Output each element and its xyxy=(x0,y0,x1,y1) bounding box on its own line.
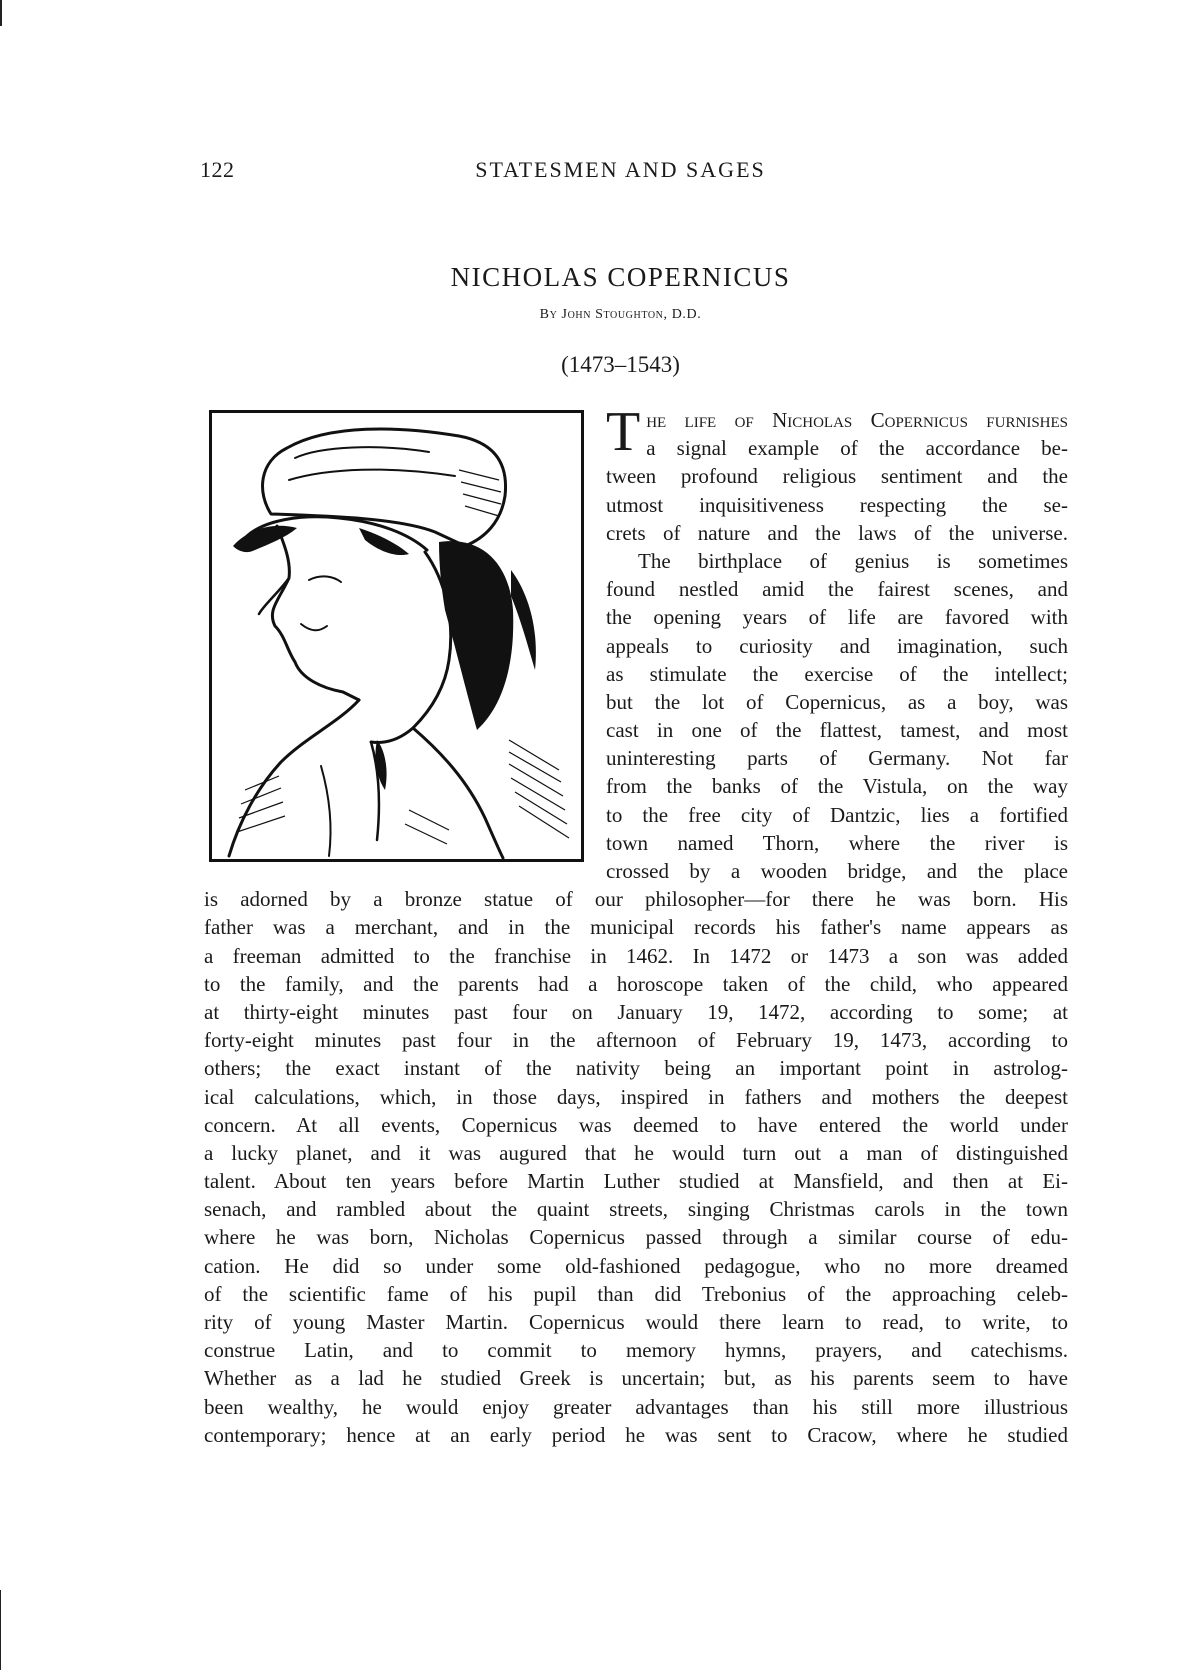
text-line: town named Thorn, where the river is xyxy=(606,830,1068,855)
article-byline: By John Stoughton, D.D. xyxy=(539,307,702,322)
text-line: to the family, and the parents had a horoscope taken of the child, who appeared xyxy=(204,971,1068,996)
text-line: a signal example of the accordance be- xyxy=(646,436,1068,461)
opening-lines xyxy=(606,401,1068,885)
text-line: cation. He did so under some old-fashioned pedagogue, who no more dreamed xyxy=(204,1253,1068,1278)
text-line: The birthplace of genius is sometimes xyxy=(638,548,1068,573)
text-line: Whether as a lad he studied Greek is uncertain; but, as his parents seem to have xyxy=(204,1366,1068,1391)
text-line: crossed by a wooden bridge, and the place xyxy=(606,859,1068,883)
text-line: cast in one of the flattest, tamest, and most xyxy=(606,718,1068,743)
text-line: father was a merchant, and in the municipal records his father's name appears as xyxy=(204,915,1068,940)
text-line: forty-eight minutes past four in the afternoon of February 19, 1473, according to xyxy=(204,1028,1068,1053)
text-line: a lucky planet, and it was augured that he would turn out a man of distinguished xyxy=(204,1140,1068,1165)
text-line: from the banks of the Vistula, on the way xyxy=(606,774,1068,799)
text-line: utmost inquisitiveness respecting the se- xyxy=(606,492,1068,517)
text-line: construe Latin, and to commit to memory hymns, prayers, and catechisms. xyxy=(204,1338,1068,1363)
text-line: is adorned by a bronze statue of our philosopher—for there he was born. His xyxy=(204,887,1068,912)
text-line: been wealthy, he would enjoy greater advantages than his still more illustrious xyxy=(204,1394,1068,1419)
text-line: crets of nature and the laws of the universe. xyxy=(606,520,1068,545)
text-line: but the lot of Copernicus, as a boy, was xyxy=(606,689,1068,714)
text-line: contemporary; hence at an early period he was sent to Cracow, where he studied xyxy=(204,1422,1068,1447)
text-line: rity of young Master Martin. Copernicus would there learn to read, to write, to xyxy=(204,1310,1068,1334)
text-line: ical calculations, which, in those days, inspired in fathers and mothers the deepest xyxy=(204,1084,1068,1109)
text-line: others; the exact instant of the nativity being an important point in astrolog- xyxy=(204,1056,1068,1081)
article-title: NICHOLAS COPERNICUS xyxy=(450,262,791,292)
text-line: tween profound religious sentiment and the xyxy=(606,464,1068,489)
text-line: talent. About ten years before Martin Luther studied at Mansfield, and then at Ei- xyxy=(204,1169,1068,1194)
page-edge-mark-bottom xyxy=(0,1590,1,1670)
text-line: concern. At all events, Copernicus was deemed to have entered the world under xyxy=(204,1112,1068,1137)
page-edge-mark-top xyxy=(0,0,2,26)
text-line: found nestled amid the fairest scenes, and xyxy=(606,577,1068,602)
text-line: at thirty-eight minutes past four on January 19, 1472, according to some; at xyxy=(204,999,1068,1024)
text-line: appeals to curiosity and imagination, such xyxy=(606,633,1068,658)
running-head: STATESMEN AND SAGES xyxy=(475,157,766,182)
text-line: where he was born, Nicholas Copernicus passed through a similar course of edu- xyxy=(204,1225,1068,1250)
text-line: a freeman admitted to the franchise in 1462. In 1472 or 1473 a son was added xyxy=(204,943,1068,968)
text-line: the opening years of life are favored with xyxy=(606,605,1068,630)
text-line: uninteresting parts of Germany. Not far xyxy=(606,746,1068,771)
drop-cap: T xyxy=(606,401,641,463)
text-line: as stimulate the exercise of the intellect; xyxy=(606,661,1068,686)
text-line: of the scientific fame of his pupil than did Trebonius of the approaching celeb- xyxy=(204,1281,1068,1306)
article-dates: (1473–1543) xyxy=(561,352,680,377)
text-line: senach, and rambled about the quaint streets, singing Christmas carols in the town xyxy=(204,1197,1068,1222)
full-width-lines xyxy=(204,885,1068,1449)
text-line: to the free city of Dantzic, lies a fortified xyxy=(606,802,1068,827)
article-body xyxy=(204,401,1068,1449)
page-number: 122 xyxy=(200,157,235,182)
text-line: he life of Nicholas Copernicus furnishes xyxy=(646,408,1068,432)
